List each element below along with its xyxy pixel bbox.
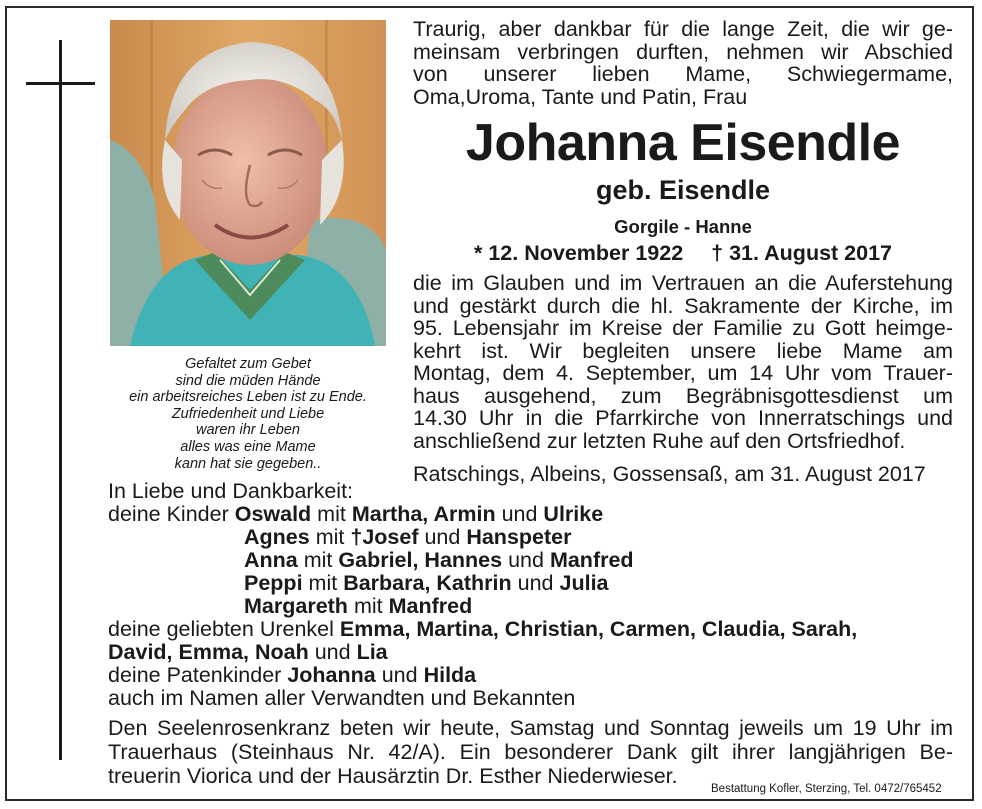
nickname: Gorgile - Hanne bbox=[614, 216, 752, 237]
children-row bbox=[108, 549, 958, 572]
connector: mit bbox=[303, 548, 333, 572]
portrait-photo bbox=[110, 20, 386, 346]
connector: mit bbox=[315, 525, 345, 549]
closing-text bbox=[108, 716, 953, 788]
great-grandchildren-row bbox=[108, 641, 958, 664]
intro-text bbox=[413, 18, 953, 108]
body-line: Montag, dem 4. September, um 14 Uhr vom Trauer- bbox=[413, 361, 953, 385]
poem-line: waren ihr Leben bbox=[196, 422, 300, 439]
poem-line: alles was eine Mame bbox=[180, 438, 316, 455]
closing-line: Trauerhaus (Steinhaus Nr. 42/A). Ein besonderer Dank gilt ihrer langjährigen Be- bbox=[108, 740, 953, 764]
deceased-name: Johanna Eisendle bbox=[465, 114, 901, 172]
death-date: † 31. August 2017 bbox=[711, 241, 892, 265]
body-line: und gestärkt durch die hl. Sakramente der Kirche, im bbox=[413, 293, 953, 318]
poem-line: Gefaltet zum Gebet bbox=[185, 356, 311, 372]
relative-names: Barbara, Kathrin bbox=[343, 571, 512, 595]
connector: und bbox=[314, 640, 351, 664]
life-dates bbox=[413, 240, 953, 266]
birth-name: geb. Eisendle bbox=[595, 175, 771, 205]
godchild-name: Hilda bbox=[423, 663, 477, 687]
body-line: 95. Lebensjahr im Kreise der Familie zu Gott heimge- bbox=[413, 316, 953, 340]
child-name: Peppi bbox=[244, 571, 303, 595]
great-grandchildren-label: deine geliebten Urenkel bbox=[108, 617, 334, 641]
birth-date: * 12. November 1922 bbox=[474, 241, 684, 265]
intro-line: von unserer lieben Mame, Schwiegermame, bbox=[413, 62, 953, 86]
child-name: Anna bbox=[244, 548, 298, 572]
children-label: deine Kinder bbox=[108, 502, 229, 526]
connector: und bbox=[424, 525, 461, 549]
funeral-announcement bbox=[413, 272, 953, 452]
place-date: Ratschings, Albeins, Gossensaß, am 31. August 2017 bbox=[413, 462, 926, 486]
relative-names: Manfred bbox=[388, 594, 473, 618]
body-line: kehrt ist. Wir begleiten unsere liebe Mame am bbox=[413, 338, 953, 363]
body-line: die im Glauben und im Vertrauen an die Auferstehung bbox=[413, 271, 953, 295]
body-line: haus ausgehend, zum Begräbnisgottesdienst um bbox=[413, 383, 953, 408]
children-row bbox=[108, 526, 958, 549]
child-name: Margareth bbox=[244, 594, 348, 618]
great-grandchildren-names: David, Emma, Noah bbox=[108, 640, 309, 664]
godchildren-label: deine Patenkinder bbox=[108, 663, 282, 687]
great-grandchildren-names: Emma, Martina, Christian, Carmen, Claudia, Sarah, bbox=[339, 617, 858, 641]
relative-names: Hanspeter bbox=[466, 525, 572, 549]
relatives-line: auch im Namen aller Verwandten und Bekannten bbox=[108, 686, 576, 710]
child-name: Agnes bbox=[244, 525, 310, 549]
family-list bbox=[108, 480, 958, 710]
poem-line: kann hat sie gegeben.. bbox=[174, 455, 322, 472]
relative-names: Manfred bbox=[549, 548, 634, 572]
great-grandchildren-row bbox=[108, 618, 958, 641]
closing-line: Den Seelenrosenkranz beten wir heute, Samstag und Sonntag jeweils um 19 Uhr im bbox=[108, 716, 953, 740]
great-grandchildren-names: Lia bbox=[356, 640, 388, 664]
cross-icon-bar bbox=[26, 82, 95, 85]
body-line: anschließend zur letzten Ruhe auf den Ortsfriedhof. bbox=[413, 428, 906, 453]
cross-icon bbox=[59, 40, 62, 760]
connector: mit bbox=[317, 502, 346, 526]
poem-line: sind die müden Hände bbox=[175, 372, 321, 389]
relative-names: Gabriel, Hannes bbox=[338, 548, 503, 572]
connector: mit bbox=[353, 594, 383, 618]
connector: und bbox=[508, 548, 544, 572]
relative-names: Ulrike bbox=[543, 502, 604, 526]
relative-names: †Josef bbox=[350, 525, 419, 549]
godchildren-row bbox=[108, 664, 958, 687]
connector: und bbox=[381, 663, 418, 687]
body-line: 14.30 Uhr in die Pfarrkirche von Innerratschings und bbox=[413, 406, 953, 430]
intro-line: Oma,Uroma, Tante und Patin, Frau bbox=[413, 84, 748, 109]
relative-names: Martha, Armin bbox=[351, 502, 496, 526]
children-row bbox=[108, 572, 958, 595]
children-row bbox=[108, 503, 958, 526]
poem-line: Zufriedenheit und Liebe bbox=[171, 405, 325, 422]
child-name: Oswald bbox=[234, 502, 312, 526]
family-heading: In Liebe und Dankbarkeit: bbox=[108, 479, 354, 503]
intro-line: meinsam verbringen durften, nehmen wir Abschied bbox=[413, 39, 953, 64]
funeral-home-credit: Bestattung Kofler, Sterzing, Tel. 0472/765452 bbox=[711, 783, 942, 795]
connector: und bbox=[517, 571, 554, 595]
memorial-poem bbox=[108, 356, 388, 472]
relative-names: Julia bbox=[559, 571, 609, 595]
closing-line: treuerin Viorica und der Hausärztin Dr. Esther Niederwieser. bbox=[108, 764, 678, 788]
intro-line: Traurig, aber dankbar für die lange Zeit, die wir ge- bbox=[413, 17, 953, 41]
children-row bbox=[108, 595, 958, 618]
connector: mit bbox=[308, 571, 338, 595]
godchild-name: Johanna bbox=[287, 663, 376, 687]
poem-line: ein arbeitsreiches Leben ist zu Ende. bbox=[129, 389, 367, 406]
connector: und bbox=[501, 502, 538, 526]
